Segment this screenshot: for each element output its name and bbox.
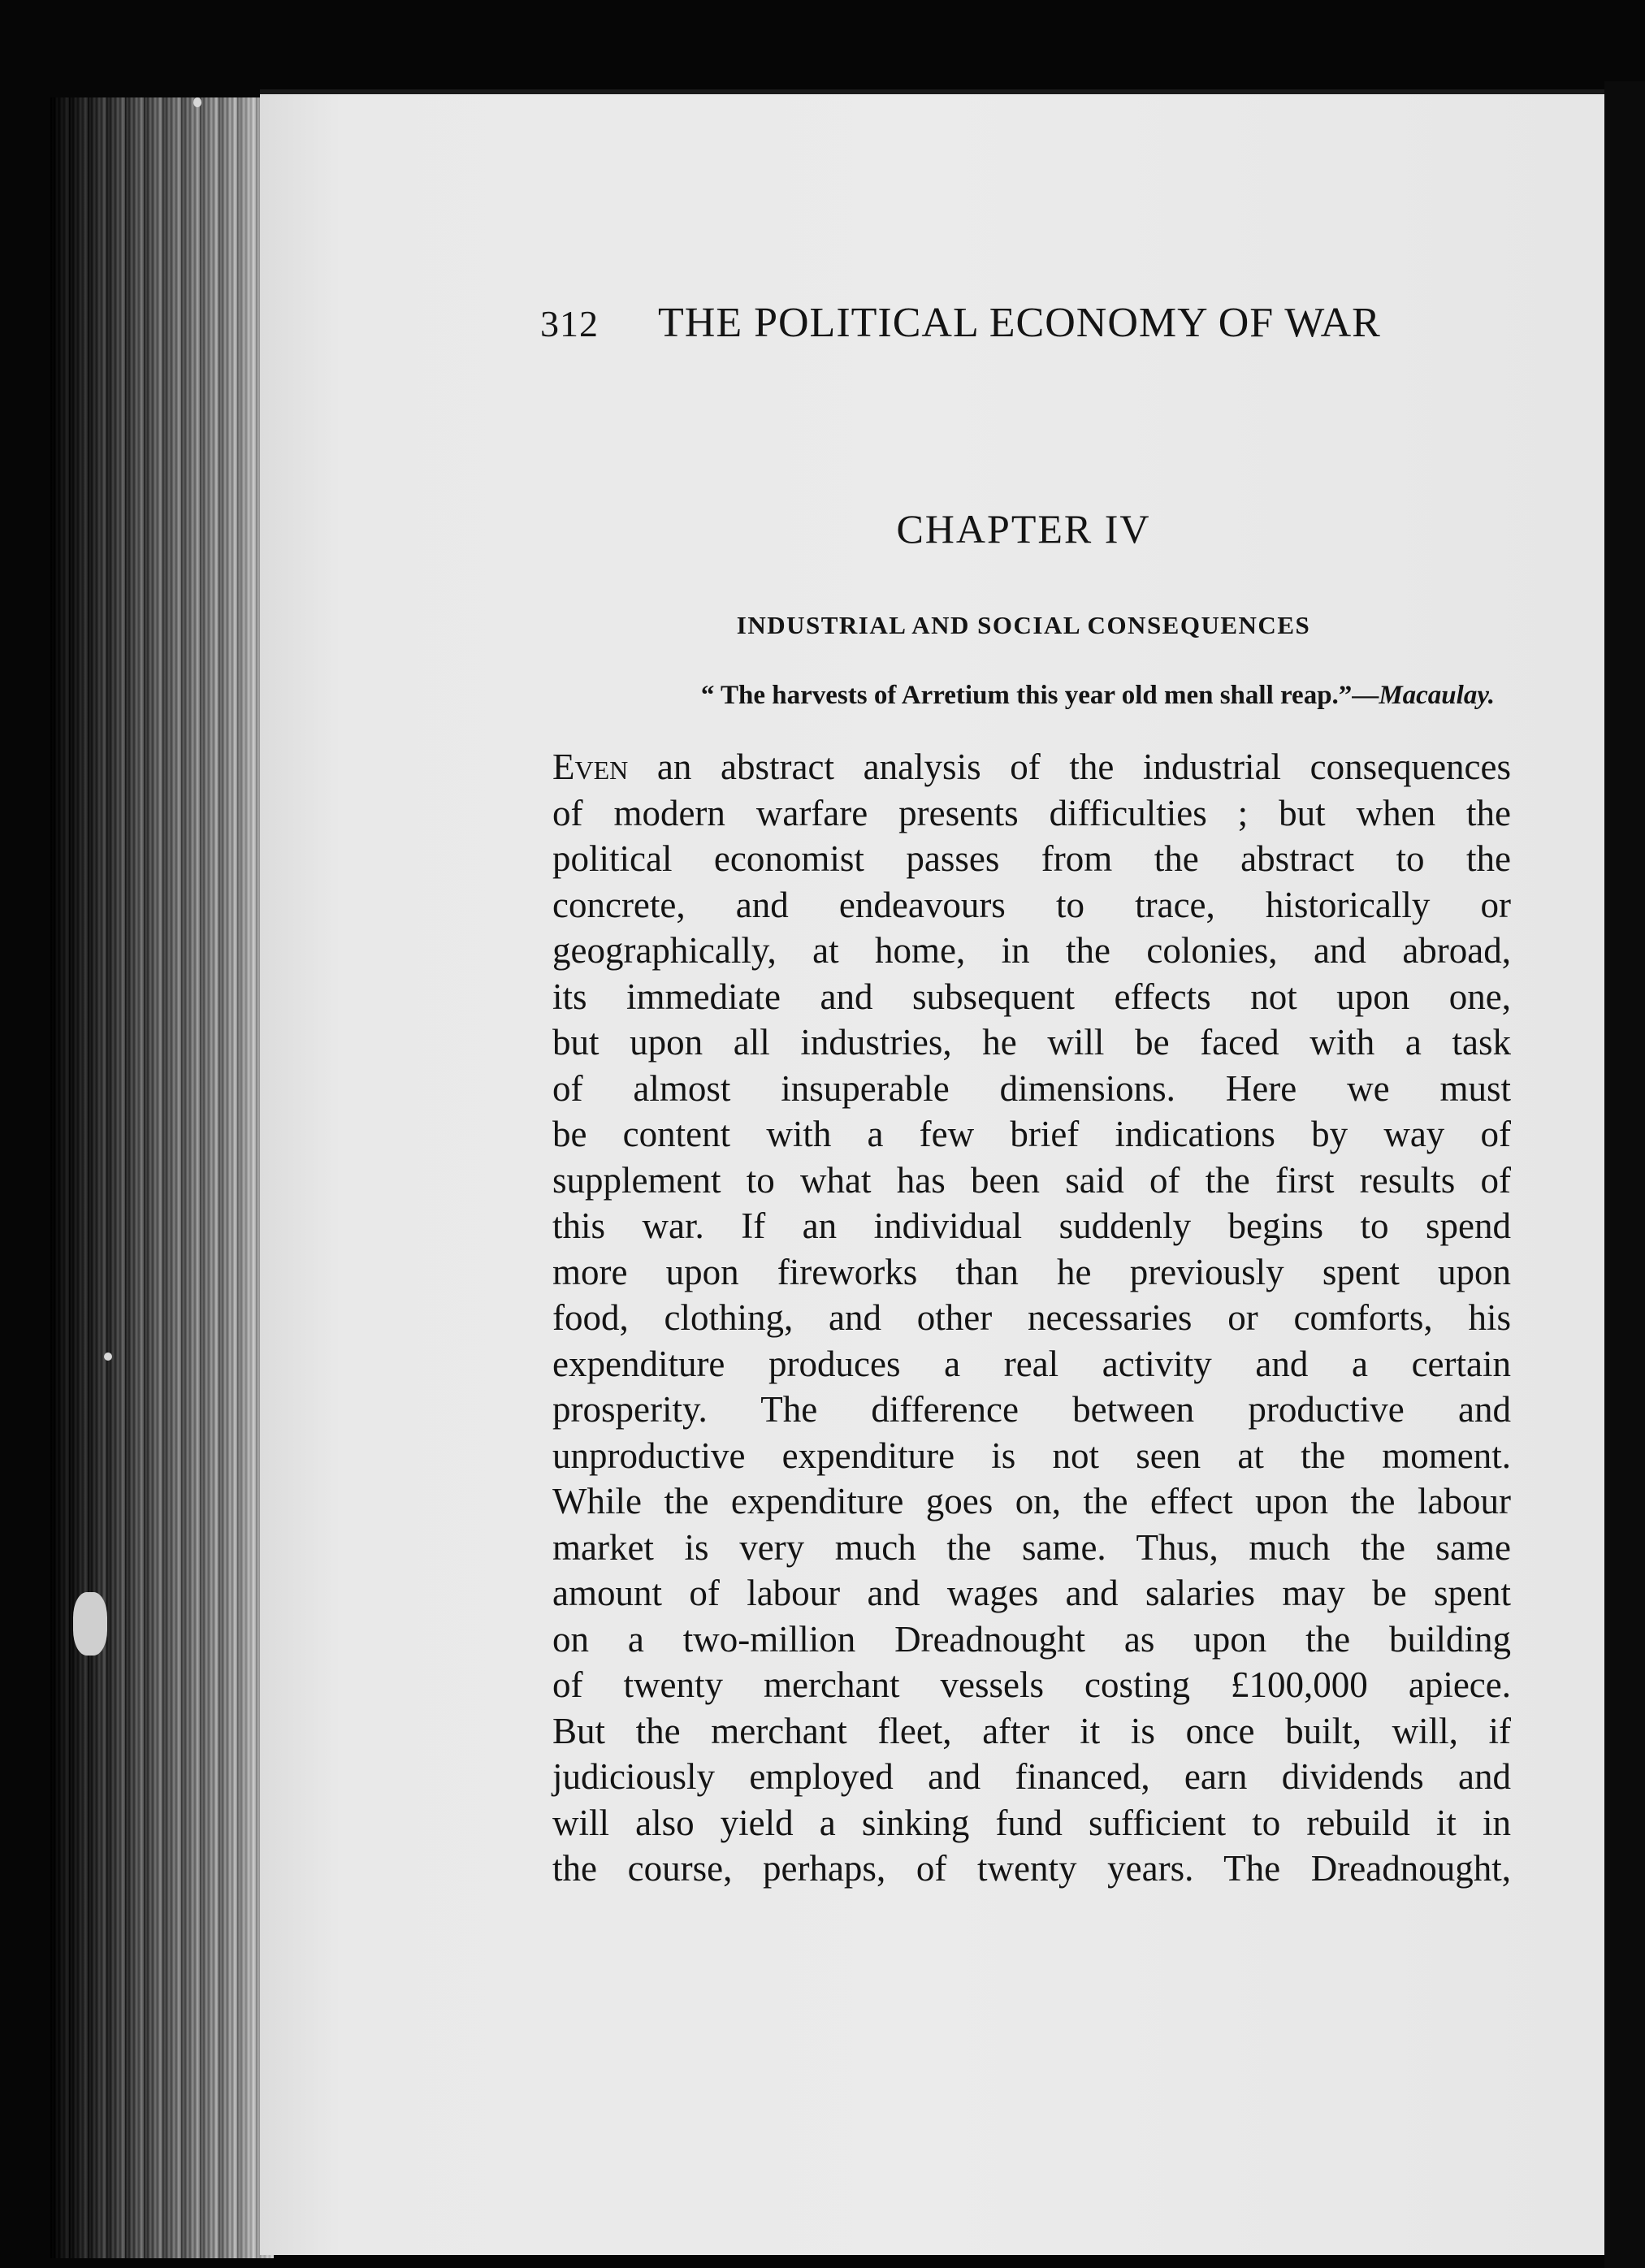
body-line: more upon fireworks than he previously spent upon: [552, 1251, 1511, 1292]
body-line: the course, perhaps, of twenty years. The Dreadnought,: [552, 1848, 1511, 1889]
scan-border-right: [1604, 81, 1645, 2268]
page-number: 312: [540, 303, 599, 344]
body-line: be content with a few brief indications by way of: [552, 1114, 1511, 1154]
body-text: [552, 744, 1511, 1892]
body-line: expenditure produces a real activity and a certain: [552, 1343, 1511, 1384]
body-line: market is very much the same. Thus, much the same: [552, 1526, 1511, 1568]
running-title: THE POLITICAL ECONOMY OF WAR: [658, 300, 1381, 346]
body-line: of almost insuperable dimensions. Here we must: [552, 1067, 1511, 1109]
body-line: unproductive expenditure is not seen at the moment.: [552, 1435, 1511, 1476]
book-page-edges: [50, 97, 274, 2258]
scan-speck: [73, 1592, 107, 1656]
body-line: its immediate and subsequent effects not upon one,: [552, 976, 1511, 1017]
scan-speck: [193, 97, 201, 107]
body-line: While the expenditure goes on, the effect upon the labour: [552, 1481, 1511, 1521]
body-line: judiciously employed and financed, earn dividends and: [552, 1756, 1511, 1797]
body-first-word: Even: [552, 747, 629, 787]
body-line: amount of labour and wages and salaries may be spent: [552, 1573, 1511, 1613]
body-line: but upon all industries, he will be faced with a task: [552, 1022, 1511, 1063]
body-line: of modern warfare presents difficulties ; but when the: [552, 792, 1511, 833]
epigraph: [561, 681, 1495, 711]
chapter-subtitle: INDUSTRIAL AND SOCIAL CONSEQUENCES: [736, 611, 1311, 639]
running-head: [540, 299, 1450, 356]
epigraph-quote: “ The harvests of Arretium this year old men shall reap.”—: [700, 681, 1379, 710]
body-line: will also yield a sinking fund sufficient to rebuild it in: [552, 1802, 1511, 1843]
body-line: But the merchant fleet, after it is once built, will, if: [552, 1710, 1511, 1751]
body-line: food, clothing, and other necessaries or comforts, his: [552, 1297, 1511, 1338]
epigraph-author: Macaulay.: [1379, 681, 1495, 710]
body-line: of twenty merchant vessels costing £100,000 apiece.: [552, 1664, 1511, 1705]
body-line: this war. If an individual suddenly begins to spend: [552, 1205, 1511, 1246]
body-line: prosperity. The difference between productive and: [552, 1389, 1511, 1430]
body-line: geographically, at home, in the colonies, and abroad,: [552, 930, 1511, 971]
body-line: concrete, and endeavours to trace, historically or: [552, 884, 1511, 925]
chapter-title: CHAPTER IV: [896, 506, 1151, 552]
body-line: political economist passes from the abstract to the: [552, 838, 1511, 879]
body-line-text: an abstract analysis of the industrial consequences: [628, 747, 1511, 787]
scan-speck: [104, 1353, 112, 1361]
body-line: on a two-million Dreadnought as upon the building: [552, 1618, 1511, 1660]
body-line: [552, 744, 1511, 790]
body-line: supplement to what has been said of the first results of: [552, 1159, 1511, 1201]
